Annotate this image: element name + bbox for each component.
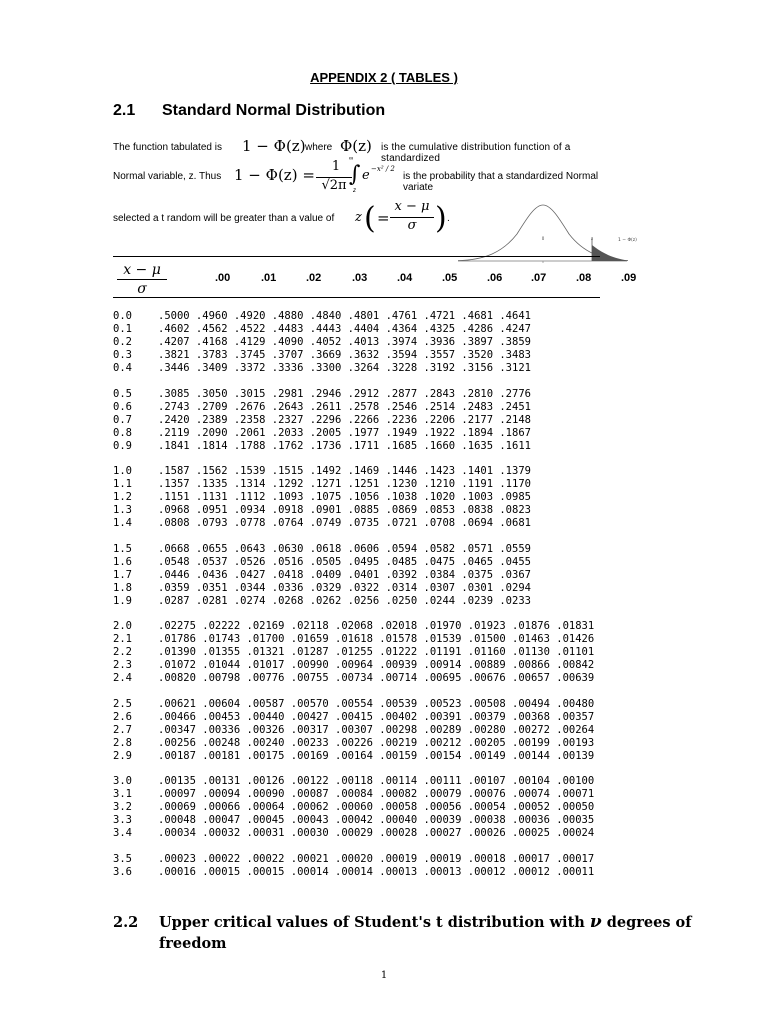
z-value: 1.5 [113, 542, 132, 555]
row-values: .00023 .00022 .00022 .00021 .00020 .00019 .00019 .00018 .00017 .00017 [158, 852, 595, 865]
z-value: 0.9 [113, 439, 132, 452]
row-values: .4602 .4562 .4522 .4483 .4443 .4404 .4364 .4325 .4286 .4247 [158, 323, 531, 336]
z-value: 2.7 [113, 723, 132, 736]
row-values: .3821 .3783 .3745 .3707 .3669 .3632 .3594 .3557 .3520 .3483 [158, 349, 531, 362]
z-value: 1.8 [113, 581, 132, 594]
section-heading [113, 102, 385, 120]
z-value: 3.5 [113, 852, 132, 865]
table-header-rule [113, 297, 600, 298]
row-values: .2119 .2090 .2061 .2033 .2005 .1977 .1949 .1922 .1894 .1867 [158, 426, 531, 439]
z-value: 1.6 [113, 555, 132, 568]
column-header: .03 [352, 272, 368, 284]
z-value: 0.2 [113, 336, 132, 349]
column-header: .08 [576, 272, 592, 284]
tick-z: z [590, 236, 594, 241]
z-value: 1.1 [113, 478, 132, 491]
row-values: .1587 .1562 .1539 .1515 .1492 .1469 .1446 .1423 .1401 .1379 [158, 465, 531, 477]
page-number: 1 [380, 970, 388, 981]
row-values: .2743 .2709 .2676 .2643 .2611 .2578 .2546 .2514 .2483 .2451 [158, 400, 531, 413]
row-values: .3446 .3409 .3372 .3336 .3300 .3264 .3228 .3192 .3156 .3121 [158, 362, 531, 375]
z-value: 0.1 [113, 323, 132, 336]
z-value: 3.1 [113, 788, 132, 801]
row-values: .0968 .0951 .0934 .0918 .0901 .0885 .0869 .0853 .0838 .0823 [158, 504, 531, 517]
intro-line-1: The function tabulated is 1 − Φ(z) where Φ(z) is the cumulative distribution function of a standardized [113, 137, 571, 164]
row-values: .1357 .1335 .1314 .1292 .1271 .1251 .1230 .1210 .1191 .1170 [158, 478, 531, 491]
row-values: .00466 .00453 .00440 .00427 .00415 .00402 .00391 .00379 .00368 .00357 [158, 710, 595, 723]
row-values: .0668 .0655 .0643 .0630 .0618 .0606 .0594 .0582 .0571 .0559 [158, 542, 531, 555]
z-value: 0.4 [113, 362, 132, 375]
column-header: .04 [397, 272, 413, 284]
z-value: 2.1 [113, 633, 132, 646]
row-values: .3085 .3050 .3015 .2981 .2946 .2912 .2877 .2843 .2810 .2776 [158, 387, 531, 400]
row-values: .00016 .00015 .00015 .00014 .00014 .00013 .00013 .00012 .00012 .00011 [158, 865, 595, 878]
column-header: .07 [531, 272, 547, 284]
tail-area [592, 245, 628, 261]
column-header: .02 [306, 272, 322, 284]
z-value: 2.0 [113, 620, 132, 632]
z-value: 1.2 [113, 491, 132, 504]
row-values: .00048 .00047 .00045 .00043 .00042 .00040 .00039 .00038 .00036 .00035 [158, 814, 595, 827]
tail-label: 1 − Φ(z) [618, 238, 637, 243]
column-header: .01 [261, 272, 277, 284]
tick-zero: 0 [541, 236, 545, 241]
intro-line-3: selected a t random will be greater than a value of z ( = x − μ σ ) . [113, 199, 450, 236]
row-values: .00097 .00094 .00090 .00087 .00084 .00082 .00079 .00076 .00074 .00071 [158, 788, 595, 801]
stub-header: x − μ σ [117, 262, 167, 298]
section-heading-2-2 [113, 912, 692, 956]
column-header: .06 [487, 272, 503, 284]
z-value: 1.7 [113, 568, 132, 581]
row-values: .5000 .4960 .4920 .4880 .4840 .4801 .4761 .4721 .4681 .4641 [158, 310, 531, 322]
row-values: .01390 .01355 .01321 .01287 .01255 .01222 .01191 .01160 .01130 .01101 [158, 646, 595, 659]
row-values: .00135 .00131 .00126 .00122 .00118 .00114 .00111 .00107 .00104 .00100 [158, 775, 595, 787]
row-values: .00069 .00066 .00064 .00062 .00060 .00058 .00056 .00054 .00052 .00050 [158, 801, 595, 814]
row-values: .0359 .0351 .0344 .0336 .0329 .0322 .0314 .0307 .0301 .0294 [158, 581, 531, 594]
z-value: 1.0 [113, 465, 132, 477]
z-value: 2.9 [113, 749, 132, 762]
integral-sign: ∫ [349, 162, 361, 187]
section-number: 2.2 [113, 914, 139, 931]
row-values: .00347 .00336 .00326 .00317 .00307 .00298 .00289 .00280 .00272 .00264 [158, 723, 595, 736]
z-value: 0.8 [113, 426, 132, 439]
z-value: 3.6 [113, 865, 132, 878]
appendix-title: APPENDIX 2 ( TABLES ) [310, 70, 458, 85]
row-values: .4207 .4168 .4129 .4090 .4052 .4013 .3974 .3936 .3897 .3859 [158, 336, 531, 349]
column-header: .09 [621, 272, 637, 284]
column-header: .00 [215, 272, 231, 284]
z-value: 2.3 [113, 659, 132, 672]
row-values: .00621 .00604 .00587 .00570 .00554 .00539 .00523 .00508 .00494 .00480 [158, 697, 595, 710]
row-values: .00820 .00798 .00776 .00755 .00734 .00714 .00695 .00676 .00657 .00639 [158, 672, 595, 685]
z-value: 0.6 [113, 400, 132, 413]
row-values: .01786 .01743 .01700 .01659 .01618 .01578 .01539 .01500 .01463 .01426 [158, 633, 595, 646]
row-values: .1151 .1131 .1112 .1093 .1075 .1056 .1038 .1020 .1003 .0985 [158, 491, 531, 504]
row-values: .0548 .0537 .0526 .0516 .0505 .0495 .0485 .0475 .0465 .0455 [158, 555, 531, 568]
z-value: 3.0 [113, 775, 132, 787]
z-value: 1.9 [113, 594, 132, 607]
row-values: .00256 .00248 .00240 .00233 .00226 .00219 .00212 .00205 .00199 .00193 [158, 736, 595, 749]
row-values: .01072 .01044 .01017 .00990 .00964 .00939 .00914 .00889 .00866 .00842 [158, 659, 595, 672]
column-header: .05 [442, 272, 458, 284]
z-value: 2.5 [113, 697, 132, 710]
z-value: 3.3 [113, 814, 132, 827]
z-value: 1.3 [113, 504, 132, 517]
z-value: 3.4 [113, 827, 132, 840]
z-value: 0.0 [113, 310, 132, 322]
row-values: .00187 .00181 .00175 .00169 .00164 .00159 .00154 .00149 .00144 .00139 [158, 749, 595, 762]
z-value: 2.4 [113, 672, 132, 685]
z-value: 1.4 [113, 517, 132, 530]
row-values: .00034 .00032 .00031 .00030 .00029 .00028 .00027 .00026 .00025 .00024 [158, 827, 595, 840]
row-values: .0287 .0281 .0274 .0268 .0262 .0256 .0250 .0244 .0239 .0233 [158, 594, 531, 607]
section-title: Upper critical values of Student's t distribution with ν degrees of freedom [159, 912, 692, 952]
z-value: 2.6 [113, 710, 132, 723]
section-number: 2.1 [113, 102, 136, 119]
row-values: .2420 .2389 .2358 .2327 .2296 .2266 .2236 .2206 .2177 .2148 [158, 413, 531, 426]
z-value: 0.7 [113, 413, 132, 426]
z-value: 3.2 [113, 801, 132, 814]
intro-line-2: Normal variable, z. Thus 1 − Φ(z) = 1 √2π ∞ ∫ z e −x² / 2 is the probability that a standardized Normal variate [113, 156, 599, 194]
row-values: .0808 .0793 .0778 .0764 .0749 .0735 .0721 .0708 .0694 .0681 [158, 517, 531, 530]
section-title: Standard Normal Distribution [162, 102, 386, 119]
row-values: .02275 .02222 .02169 .02118 .02068 .02018 .01970 .01923 .01876 .01831 [158, 620, 595, 632]
row-values: .0446 .0436 .0427 .0418 .0409 .0401 .0392 .0384 .0375 .0367 [158, 568, 531, 581]
z-value: 0.5 [113, 387, 132, 400]
table-top-rule [113, 256, 600, 257]
z-value: 0.3 [113, 349, 132, 362]
z-value: 2.2 [113, 646, 132, 659]
z-value: 2.8 [113, 736, 132, 749]
row-values: .1841 .1814 .1788 .1762 .1736 .1711 .1685 .1660 .1635 .1611 [158, 439, 531, 452]
